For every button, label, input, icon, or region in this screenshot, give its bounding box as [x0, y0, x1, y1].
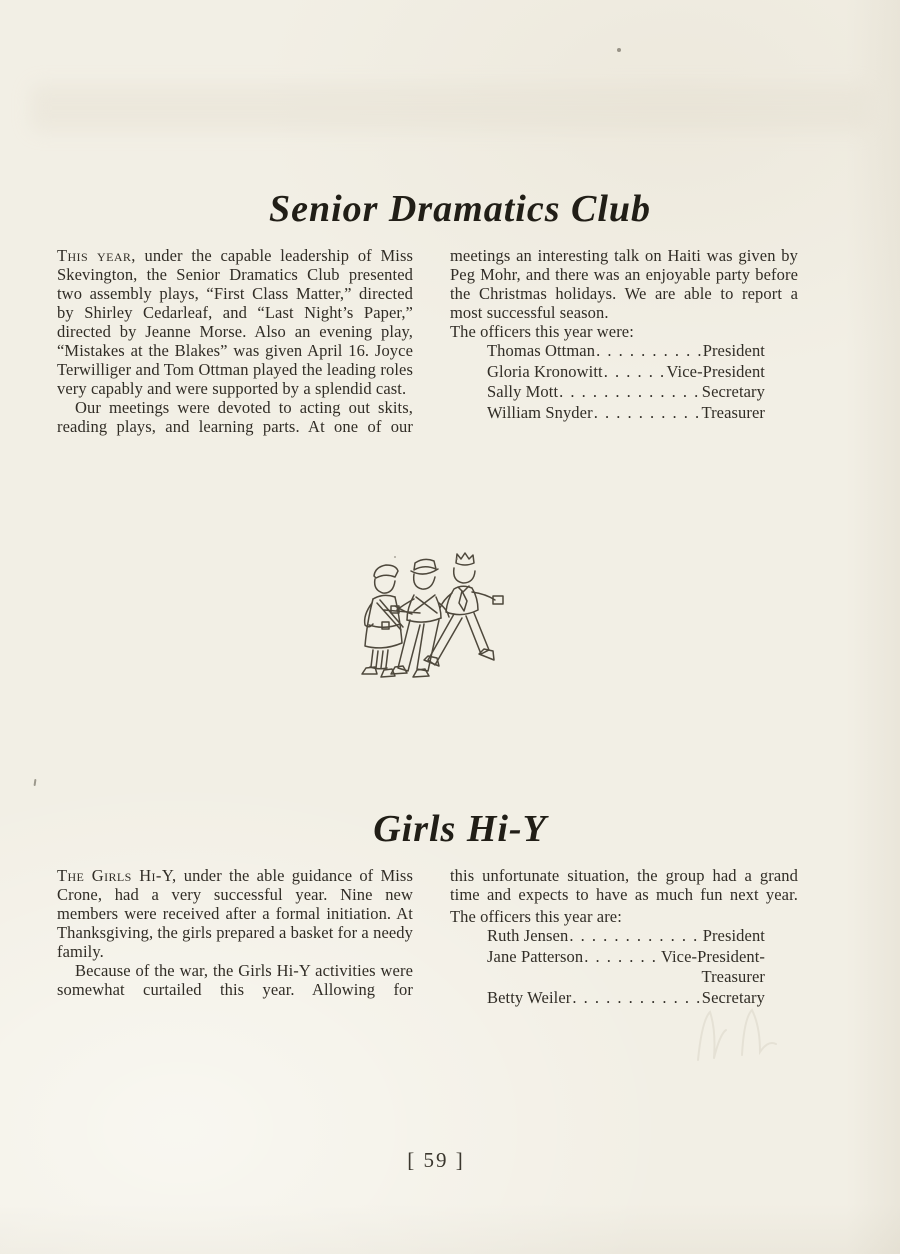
officer-row	[487, 967, 765, 988]
officer-name: Gloria Kronowitt	[487, 361, 603, 381]
scan-speck	[34, 779, 37, 786]
officer-role: Vice-President-	[660, 946, 765, 966]
paragraph: Because of the war, the Girls Hi-Y activities were somewhat curtailed this year. Allowing for	[57, 961, 413, 999]
officer-role: Secretary	[701, 987, 765, 1007]
dot-leader	[569, 926, 701, 947]
paragraph: meetings an interesting talk on Haiti was given by Peg Mohr, and there was an enjoyable party before the Christmas holidays. We are able to report a most successful season.	[450, 246, 798, 322]
officer-role: Treasurer	[701, 967, 765, 986]
officer-name: Betty Weiler	[487, 987, 572, 1007]
officer-list	[487, 341, 765, 423]
officer-name: Thomas Ottman	[487, 341, 596, 360]
section-title-girls-hiy: Girls Hi-Y	[373, 808, 547, 850]
scan-speck	[456, 558, 458, 560]
officer-name: William Snyder	[487, 402, 593, 422]
senior-dramatics-left-column	[57, 246, 413, 436]
page-number: [ 59 ]	[407, 1148, 465, 1172]
scan-speck	[617, 48, 621, 52]
officers-intro: The officers this year were:	[450, 322, 634, 341]
figure-left-coat	[362, 565, 412, 677]
senior-dramatics-right-column	[450, 246, 798, 423]
officer-role: Treasurer	[701, 402, 765, 422]
officer-row	[487, 926, 765, 947]
officer-row	[487, 382, 765, 403]
dot-leader	[559, 382, 701, 403]
officer-row	[487, 947, 765, 968]
officer-role: President	[702, 926, 765, 945]
dot-leader	[594, 403, 701, 424]
officer-list	[487, 926, 765, 1008]
officer-row	[487, 341, 765, 362]
page-showthrough-band	[30, 84, 870, 132]
dot-leader	[604, 362, 666, 383]
dot-leader	[584, 947, 660, 968]
officer-name: Jane Patterson	[487, 946, 584, 966]
paragraph-text: under the able guidance of Miss Crone, had a very successful year. Nine new members were received after a formal initiation. At Thanksgiving, the girls prepared a basket for a needy family.	[57, 866, 413, 961]
section-title-senior-dramatics: Senior Dramatics Club	[268, 188, 652, 230]
officer-row	[487, 362, 765, 383]
marching-figures-illustration	[358, 550, 514, 690]
girls-hiy-right-column	[450, 866, 798, 1008]
officer-role: President	[702, 341, 765, 360]
paragraph-lead: The Girls Hi-Y,	[57, 866, 177, 885]
paragraph-lead: This year,	[57, 246, 136, 265]
officers-intro: The officers this year are:	[450, 907, 622, 926]
showthrough-sketch	[680, 1000, 800, 1080]
paragraph	[57, 866, 413, 961]
paragraph: Our meetings were devoted to acting out skits, reading plays, and learning parts. At one of our	[57, 398, 413, 436]
officer-name: Sally Mott	[487, 382, 559, 401]
officer-role: Secretary	[701, 382, 765, 401]
officer-name: Ruth Jensen	[487, 926, 569, 945]
girls-hiy-left-column	[57, 866, 413, 999]
scan-speck	[394, 556, 396, 558]
officer-row	[487, 403, 765, 424]
paragraph	[57, 246, 413, 398]
paragraph-text: under the capable leadership of Miss Skevington, the Senior Dramatics Club presented two assembly plays, “First Class Matter,” directed by Shirley Cedarleaf, and “Last Night’s Paper,” directed by Jeanne Morse. Also an evening play, “Mistakes at the Blakes” was given April 16. Joyce Terwilliger and Tom Ottman played the leading roles very capably and were supported by a splendid cast.	[57, 246, 413, 398]
dot-leader	[596, 341, 702, 362]
paragraph: this unfortunate situation, the group had a grand time and expects to have as much fun next year.	[450, 866, 798, 904]
officer-role: Vice-President	[666, 361, 765, 381]
